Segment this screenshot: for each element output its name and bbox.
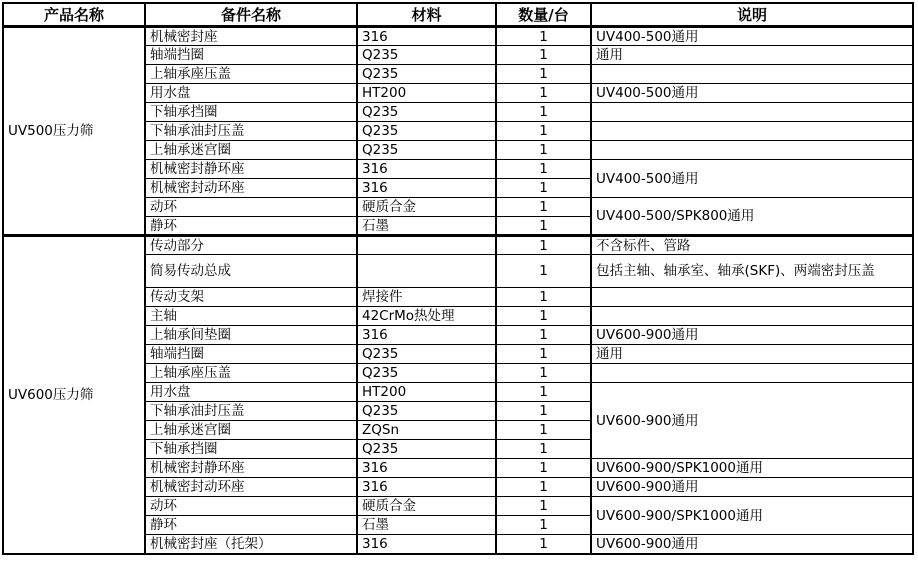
part-name-cell: 传动部分 xyxy=(145,236,357,255)
material-cell: 316 xyxy=(357,160,496,179)
part-name-cell: 上轴承迷宫圈 xyxy=(145,141,357,160)
part-name-cell: 机械密封动环座 xyxy=(145,179,357,198)
part-name-cell: 下轴承挡圈 xyxy=(145,440,357,459)
material-cell xyxy=(357,255,496,288)
part-name-cell: 上轴承间垫圈 xyxy=(145,326,357,345)
part-name-cell: 机械密封静环座 xyxy=(145,160,357,179)
part-name-cell: 用水盘 xyxy=(145,383,357,402)
quantity-cell: 1 xyxy=(496,326,591,345)
material-cell: 石墨 xyxy=(357,217,496,236)
description-cell: 包括主轴、轴承室、轴承(SKF)、两端密封压盖 xyxy=(591,255,913,288)
material-cell: 硬质合金 xyxy=(357,497,496,516)
part-name-cell: 轴端挡圈 xyxy=(145,345,357,364)
description-cell: UV400-500通用 xyxy=(591,84,913,103)
part-name-cell: 静环 xyxy=(145,516,357,535)
part-name-cell: 下轴承油封压盖 xyxy=(145,402,357,421)
header-part-name: 备件名称 xyxy=(145,3,357,27)
material-cell: Q235 xyxy=(357,141,496,160)
quantity-cell: 1 xyxy=(496,217,591,236)
part-name-cell: 静环 xyxy=(145,217,357,236)
material-cell: 316 xyxy=(357,478,496,497)
description-cell: 通用 xyxy=(591,46,913,65)
part-name-cell: 机械密封座（托架） xyxy=(145,535,357,554)
part-name-cell: 机械密封座 xyxy=(145,27,357,46)
header-product-name: 产品名称 xyxy=(3,3,145,27)
description-cell: UV600-900通用 xyxy=(591,478,913,497)
quantity-cell: 1 xyxy=(496,307,591,326)
part-name-cell: 传动支架 xyxy=(145,288,357,307)
quantity-cell: 1 xyxy=(496,478,591,497)
part-name-cell: 用水盘 xyxy=(145,84,357,103)
material-cell: Q235 xyxy=(357,440,496,459)
part-name-cell: 下轴承挡圈 xyxy=(145,103,357,122)
description-cell: UV600-900通用 xyxy=(591,326,913,345)
description-cell xyxy=(591,103,913,122)
part-name-cell: 动环 xyxy=(145,198,357,217)
material-cell: Q235 xyxy=(357,364,496,383)
header-description: 说明 xyxy=(591,3,913,27)
table-body xyxy=(3,27,913,554)
quantity-cell: 1 xyxy=(496,84,591,103)
description-cell: UV600-900/SPK1000通用 xyxy=(591,497,913,535)
description-cell xyxy=(591,122,913,141)
quantity-cell: 1 xyxy=(496,160,591,179)
quantity-cell: 1 xyxy=(496,198,591,217)
material-cell: Q235 xyxy=(357,65,496,84)
material-cell: 316 xyxy=(357,535,496,554)
quantity-cell: 1 xyxy=(496,65,591,84)
quantity-cell: 1 xyxy=(496,103,591,122)
spare-parts-table xyxy=(2,2,914,555)
quantity-cell: 1 xyxy=(496,402,591,421)
table-row xyxy=(3,27,913,46)
material-cell: 316 xyxy=(357,179,496,198)
header-qty-per-unit: 数量/台 xyxy=(496,3,591,27)
quantity-cell: 1 xyxy=(496,497,591,516)
material-cell: Q235 xyxy=(357,345,496,364)
material-cell xyxy=(357,236,496,255)
quantity-cell: 1 xyxy=(496,27,591,46)
quantity-cell: 1 xyxy=(496,364,591,383)
part-name-cell: 主轴 xyxy=(145,307,357,326)
quantity-cell: 1 xyxy=(496,46,591,65)
material-cell: 316 xyxy=(357,326,496,345)
table-row xyxy=(3,236,913,255)
material-cell: 316 xyxy=(357,459,496,478)
description-cell: 通用 xyxy=(591,345,913,364)
part-name-cell: 上轴承座压盖 xyxy=(145,364,357,383)
quantity-cell: 1 xyxy=(496,459,591,478)
description-cell: UV400-500/SPK800通用 xyxy=(591,198,913,236)
part-name-cell: 简易传动总成 xyxy=(145,255,357,288)
material-cell: HT200 xyxy=(357,383,496,402)
description-cell: UV600-900通用 xyxy=(591,535,913,554)
quantity-cell: 1 xyxy=(496,236,591,255)
material-cell: Q235 xyxy=(357,122,496,141)
material-cell: 42CrMo热处理 xyxy=(357,307,496,326)
material-cell: Q235 xyxy=(357,103,496,122)
description-cell: UV400-500通用 xyxy=(591,27,913,46)
description-cell: UV400-500通用 xyxy=(591,160,913,198)
quantity-cell: 1 xyxy=(496,255,591,288)
quantity-cell: 1 xyxy=(496,122,591,141)
quantity-cell: 1 xyxy=(496,516,591,535)
material-cell: 焊接件 xyxy=(357,288,496,307)
part-name-cell: 上轴承迷宫圈 xyxy=(145,421,357,440)
quantity-cell: 1 xyxy=(496,440,591,459)
header-row xyxy=(3,3,913,27)
part-name-cell: 动环 xyxy=(145,497,357,516)
quantity-cell: 1 xyxy=(496,179,591,198)
product-name-cell: UV600压力筛 xyxy=(3,236,145,554)
description-cell: 不含标件、管路 xyxy=(591,236,913,255)
quantity-cell: 1 xyxy=(496,288,591,307)
description-cell xyxy=(591,364,913,383)
quantity-cell: 1 xyxy=(496,383,591,402)
quantity-cell: 1 xyxy=(496,141,591,160)
part-name-cell: 下轴承油封压盖 xyxy=(145,122,357,141)
part-name-cell: 机械密封静环座 xyxy=(145,459,357,478)
material-cell: ZQSn xyxy=(357,421,496,440)
material-cell: Q235 xyxy=(357,402,496,421)
part-name-cell: 轴端挡圈 xyxy=(145,46,357,65)
material-cell: 石墨 xyxy=(357,516,496,535)
description-cell xyxy=(591,65,913,84)
description-cell xyxy=(591,141,913,160)
quantity-cell: 1 xyxy=(496,345,591,364)
product-name-cell: UV500压力筛 xyxy=(3,27,145,236)
part-name-cell: 机械密封动环座 xyxy=(145,478,357,497)
material-cell: 硬质合金 xyxy=(357,198,496,217)
material-cell: HT200 xyxy=(357,84,496,103)
description-cell xyxy=(591,307,913,326)
description-cell: UV600-900/SPK1000通用 xyxy=(591,459,913,478)
quantity-cell: 1 xyxy=(496,535,591,554)
quantity-cell: 1 xyxy=(496,421,591,440)
part-name-cell: 上轴承座压盖 xyxy=(145,65,357,84)
table-header xyxy=(3,3,913,27)
material-cell: 316 xyxy=(357,27,496,46)
description-cell: UV600-900通用 xyxy=(591,383,913,459)
material-cell: Q235 xyxy=(357,46,496,65)
description-cell xyxy=(591,288,913,307)
header-material: 材料 xyxy=(357,3,496,27)
